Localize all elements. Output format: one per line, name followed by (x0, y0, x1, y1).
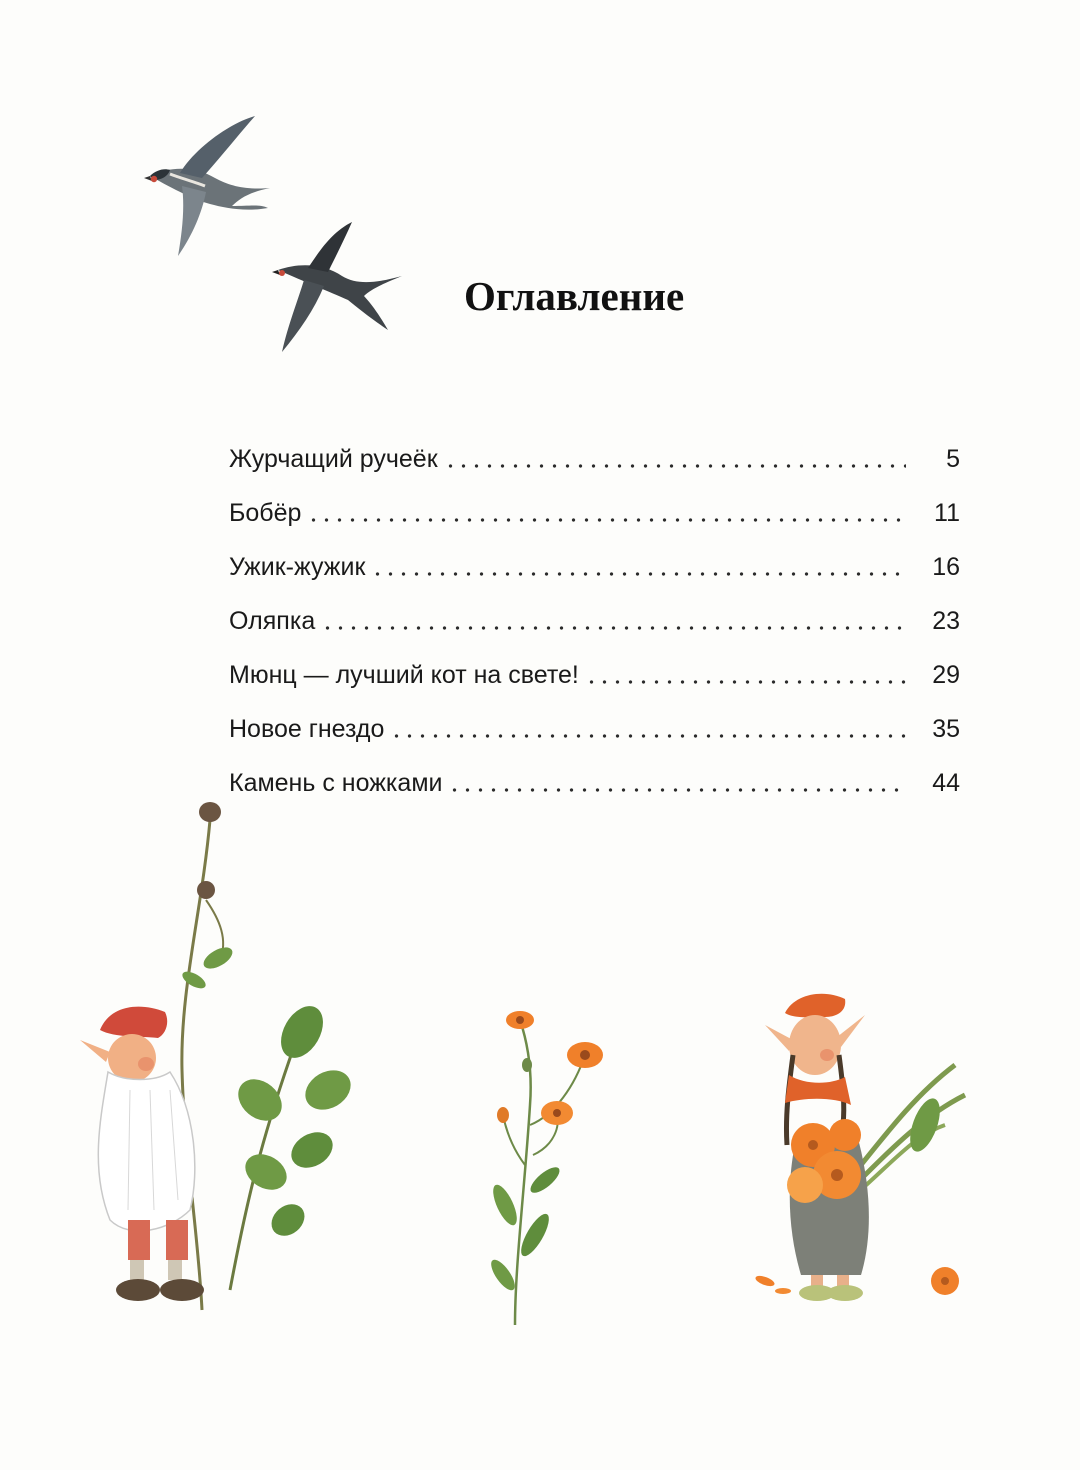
toc-entry-title: Камень с ножками (229, 768, 443, 797)
toc-entry-page: 23 (932, 606, 960, 635)
toc-entry-page: 44 (932, 768, 960, 797)
toc-entry-title: Мюнц — лучший кот на свете! (229, 660, 579, 689)
toc-entry-title: Новое гнездо (229, 714, 385, 743)
gnome-girl-illustration (745, 985, 975, 1310)
toc-entry-page: 35 (932, 714, 960, 743)
toc-entry-title: Бобёр (229, 498, 302, 527)
swallow-illustration (140, 108, 275, 258)
toc-leader-dots (585, 679, 906, 685)
toc-leader-dots (444, 463, 906, 469)
calendula-flower-illustration (485, 1005, 625, 1330)
toc-entry-title: Ужик-жужик (229, 552, 366, 581)
toc-entry[interactable] (229, 540, 960, 594)
toc-entry-title: Оляпка (229, 606, 316, 635)
toc-entry[interactable] (229, 486, 960, 540)
toc-entry[interactable] (229, 648, 960, 702)
toc-entry-page: 16 (932, 552, 960, 581)
swallow-illustration (270, 220, 405, 355)
toc-entry-title: Журчащий ручеёк (229, 444, 438, 473)
table-of-contents (229, 432, 960, 810)
toc-entry[interactable] (229, 702, 960, 756)
toc-leader-dots (371, 571, 906, 577)
toc-entry-page: 11 (934, 498, 960, 527)
toc-entry[interactable] (229, 594, 960, 648)
toc-leader-dots (321, 625, 906, 631)
old-gnome-illustration (70, 790, 360, 1330)
toc-leader-dots (307, 517, 906, 523)
page-title: Оглавление (464, 273, 685, 319)
toc-entry[interactable] (229, 432, 960, 486)
toc-entry-page: 29 (932, 660, 960, 689)
toc-leader-dots (448, 787, 906, 793)
toc-leader-dots (390, 733, 906, 739)
toc-entry-page: 5 (946, 444, 960, 473)
